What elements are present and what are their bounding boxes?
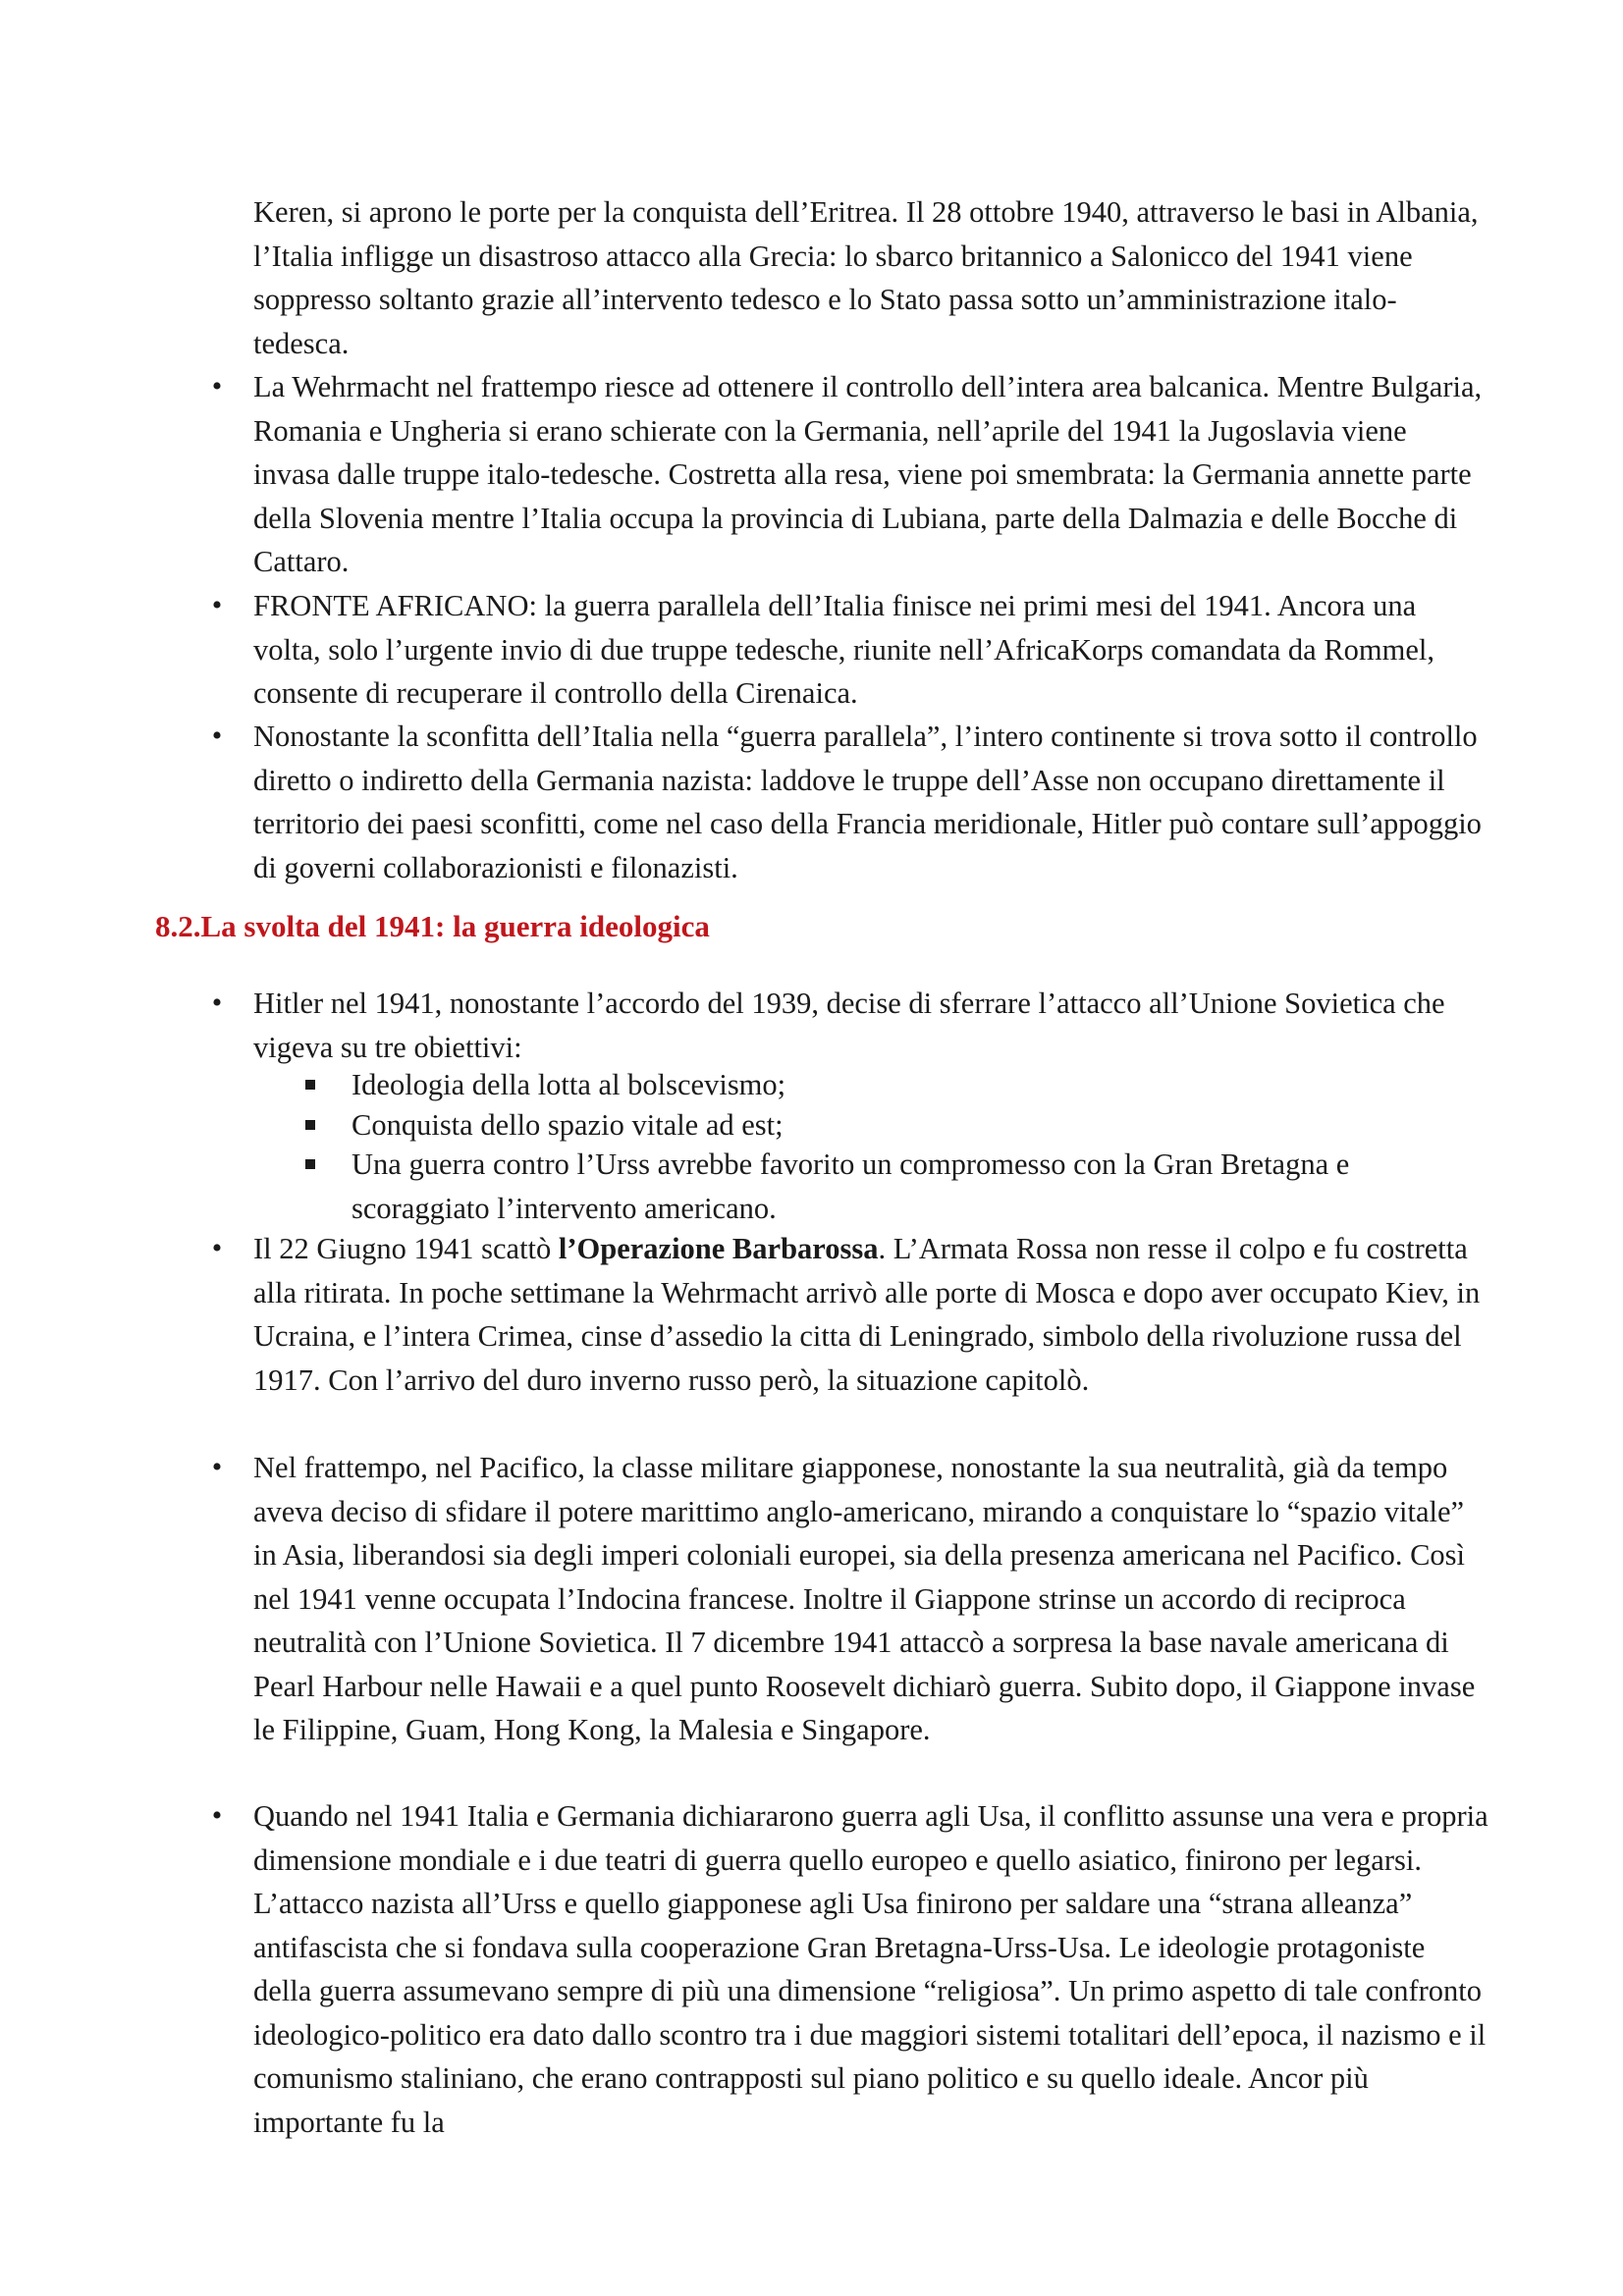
bullet-dot-icon: • — [211, 370, 223, 402]
bullet-dot-icon: • — [211, 720, 223, 752]
barbarossa-text-after: . L’Armata Rossa non resse il colpo e fu costretta alla ritirata. In poche settimane la Wehrmacht arrivò alle porte di Mosca e dopo aver occupato Kiev, in Ucraina, e l’intera Crimea, cinse d’assedio la citta di Leningrado, simbolo della rivoluzione russa del 1917. Con l’arrivo del duro inverno russo però, la situazione capitolò. — [253, 1232, 1481, 1397]
sub-item-text: Conquista dello spazio vitale ad est; — [352, 1108, 784, 1142]
bullet-item-barbarossa — [211, 1227, 1490, 1402]
bullet-text: Nel frattempo, nel Pacifico, la classe militare giapponese, nonostante la sua neutralità, già da tempo aveva deciso di sfidare il potere marittimo anglo-americano, mirando a conquistare lo “spazio vitale” in Asia, liberandosi sia degli imperi coloniali europei, sia della presenza americana nel Pacifico. Così nel 1941 venne occupata l’Indocina francese. Inoltre il Giappone strinse un accordo di reciproca neutralità con l’Unione Sovietica. Il 7 dicembre 1941 attaccò a sorpresa la base navale americana di Pearl Harbour nelle Hawaii e a quel punto Roosevelt dichiarò guerra. Subito dopo, il Giappone invase le Filippine, Guam, Hong Kong, la Malesia e Singapore. — [253, 1451, 1476, 1746]
bullet-text: Quando nel 1941 Italia e Germania dichiararono guerra agli Usa, il conflitto assunse una vera e propria dimensione mondiale e i due teatri di guerra quello europeo e quello asiatico, finirono per legarsi. L’attacco nazista all’Urss e quello giapponese agli Usa finirono per saldare una “strana alleanza” antifascista che si fondava sulla cooperazione Gran Bretagna-Urss-Usa. Le ideologie protagoniste della guerra assumevano sempre di più una dimensione “religiosa”. Un primo aspetto di tale confronto ideologico-politico era dato dallo scontro tra i due maggiori sistemi totalitari dell’epoca, il nazismo e il comunismo staliniano, che erano contrapposti sul piano politico e su quello ideale. Ancor più importante fu la — [253, 1799, 1488, 2139]
bullet-item-pacifico — [211, 1446, 1490, 1752]
bullet-text: Hitler nel 1941, nonostante l’accordo del 1939, decise di sferrare l’attacco all’Unione Sovietica che vigeva su tre obiettivi: — [253, 987, 1445, 1064]
square-bullet-icon — [305, 1159, 315, 1169]
sub-item-guerra-urss — [352, 1143, 1490, 1230]
bullet-text: Nonostante la sconfitta dell’Italia nella “guerra parallela”, l’intero continente si trova sotto il controllo diretto o indiretto della Germania nazista: laddove le truppe dell’Asse non occupano direttamente il territorio dei paesi sconfitti, come nel caso della Francia meridionale, Hitler può contare sull’appoggio di governi collaborazionisti e filonazisti. — [253, 720, 1482, 884]
continuation-text: Keren, si aprono le porte per la conquista dell’Eritrea. Il 28 ottobre 1940, attraverso le basi in Albania, l’Italia infligge un disastroso attacco alla Grecia: lo sbarco britannico a Salonicco del 1941 viene soppresso soltanto grazie all’intervento tedesco e lo Stato passa sotto un’amministrazione italo-tedesca. — [253, 195, 1479, 360]
bullet-dot-icon: • — [211, 1799, 223, 1832]
bullet-dot-icon: • — [211, 589, 223, 621]
section-heading: 8.2.La svolta del 1941: la guerra ideologica — [155, 909, 710, 943]
bullet-item-fronte-africano — [211, 584, 1490, 716]
continuation-paragraph — [253, 190, 1490, 365]
bullet-item-sconfitta-italia — [211, 715, 1490, 889]
bullet-text: FRONTE AFRICANO: la guerra parallela dell’Italia finisce nei primi mesi del 1941. Ancora una volta, solo l’urgente invio di due truppe tedesche, riunite nell’AfricaKorps comandata da Rommel, consente di recuperare il controllo della Cirenaica. — [253, 589, 1434, 710]
bullet-item-wehrmacht — [211, 365, 1490, 584]
sub-item-ideologia — [352, 1063, 1490, 1107]
bullet-dot-icon: • — [211, 1451, 223, 1483]
barbarossa-bold: l’Operazione Barbarossa — [558, 1232, 879, 1265]
bullet-item-hitler — [211, 982, 1490, 1069]
bullet-dot-icon: • — [211, 987, 223, 1019]
bullet-item-usa — [211, 1794, 1490, 2144]
sub-item-conquista — [352, 1103, 1490, 1148]
barbarossa-text-before: Il 22 Giugno 1941 scattò — [253, 1232, 559, 1265]
bullet-dot-icon: • — [211, 1232, 223, 1264]
sub-item-text: Una guerra contro l’Urss avrebbe favorito un compromesso con la Gran Bretagna e scoraggiato l’intervento americano. — [352, 1148, 1350, 1225]
bullet-text: La Wehrmacht nel frattempo riesce ad ottenere il controllo dell’intera area balcanica. Mentre Bulgaria, Romania e Ungheria si erano schierate con la Germania, nell’aprile del 1941 la Jugoslavia viene invasa dalle truppe italo-tedesche. Costretta alla resa, viene poi smembrata: la Germania annette parte della Slovenia mentre l’Italia occupa la provincia di Lubiana, parte della Dalmazia e delle Bocche di Cattaro. — [253, 370, 1483, 578]
square-bullet-icon — [305, 1120, 315, 1130]
square-bullet-icon — [305, 1080, 315, 1090]
sub-item-text: Ideologia della lotta al bolscevismo; — [352, 1068, 786, 1101]
